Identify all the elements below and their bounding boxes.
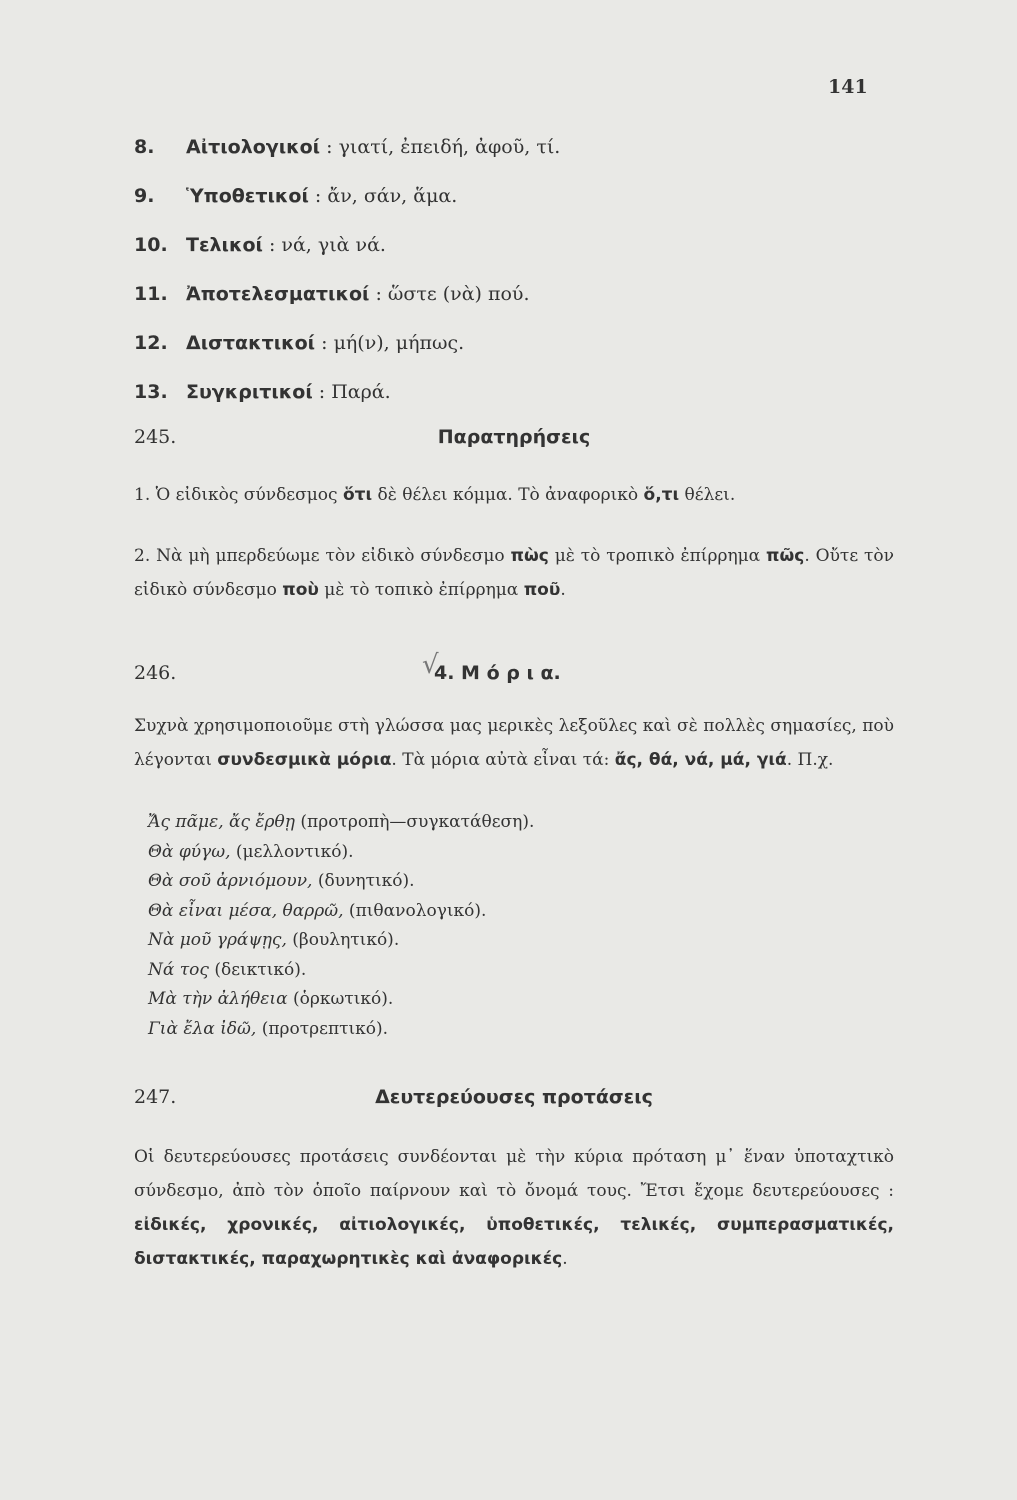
paragraph-246: Συχνὰ χρησιμοποιοῦμε στὴ γλώσσα μας μερικὲς λεξοῦλες καὶ σὲ πολλὲς σημασίες, ποὺ λέγονται συνδεσμικὰ μόρια. Τὰ μόρια αὐτὰ εἶναι τά: ἄς, θά, νά, μά, γιά. Π.χ. [134,716,894,770]
example-line: Θὰ σοῦ ἀρνιόμουν, (δυνητικό). [148,871,415,891]
list-item: 10. Τελικοί : νά, γιὰ νά. [134,234,386,256]
section-title: Παρατηρήσεις [437,426,591,448]
list-item: 11. Ἀποτελεσματικοί : ὥστε (νὰ) πού. [134,283,530,305]
list-item: 12. Διστακτικοί : μή(ν), μήπως. [134,332,465,354]
section-title: 4. Μ ό ρ ι α. [434,662,561,684]
list-item: 13. Συγκριτικοί : Παρά. [134,381,391,403]
paragraph-245-1: 1. Ὁ εἰδικὸς σύνδεσμος ὅτι δὲ θέλει κόμμα. Τὸ ἀναφορικὸ ὅ,τι θέλει. [134,485,736,505]
page-number: 141 [828,76,868,98]
section-number: 245. [134,426,177,448]
check-mark: √ [422,650,439,680]
examples-list [148,808,848,1044]
paragraph-245-2: 2. Νὰ μὴ μπερδεύωμε τὸν εἰδικὸ σύνδεσμο πὼς μὲ τὸ τροπικὸ ἐπίρρημα πῶς. Οὔτε τὸν εἰδικὸ σύνδεσμο ποὺ μὲ τὸ τοπικὸ ἐπίρρημα ποῦ. [134,546,894,600]
example-line: Θὰ εἶναι μέσα, θαρρῶ, (πιθανολογικό). [148,900,487,921]
example-line: Νά τος (δεικτικό). [148,959,307,980]
example-line: Θὰ φύγω, (μελλοντικό). [148,841,354,862]
conjunction-list [134,133,894,427]
section-number: 246. [134,662,177,684]
list-item: 8. Αἰτιολογικοί : γιατί, ἐπειδή, ἀφοῦ, τί. [134,136,561,158]
section-number: 247. [134,1086,177,1108]
paragraph-247: Οἱ δευτερεύουσες προτάσεις συνδέονται μὲ τὴν κύρια πρόταση μ᾿ ἕναν ὑποταχτικὸ σύνδεσμο, ἀπὸ τὸν ὁποῖο παίρνουν καὶ τὸ ὄνομά τους. Ἔτσι ἔχομε δευτερεύουσες : εἰδικές, χρονικές, αἰτιολογικές, ὑποθετικές, τελικές, συμπερασματικές, διστακτικές, παραχωρητικὲς καὶ ἀναφορικές. [134,1147,894,1269]
section-title: Δευτερεύουσες προτάσεις [375,1086,653,1108]
example-line: Γιὰ ἔλα ἰδῶ, (προτρεπτικό). [148,1018,389,1039]
list-item: 9. Ὑποθετικοί : ἄν, σάν, ἅμα. [134,185,458,207]
example-line: Νὰ μοῦ γράψῃς, (βουλητικό). [148,930,400,950]
example-line: Μὰ τὴν ἀλήθεια (ὁρκωτικό). [148,989,394,1009]
example-line: Ἄς πᾶμε, ἄς ἔρθῃ (προτροπὴ—συγκατάθεση). [148,812,535,832]
